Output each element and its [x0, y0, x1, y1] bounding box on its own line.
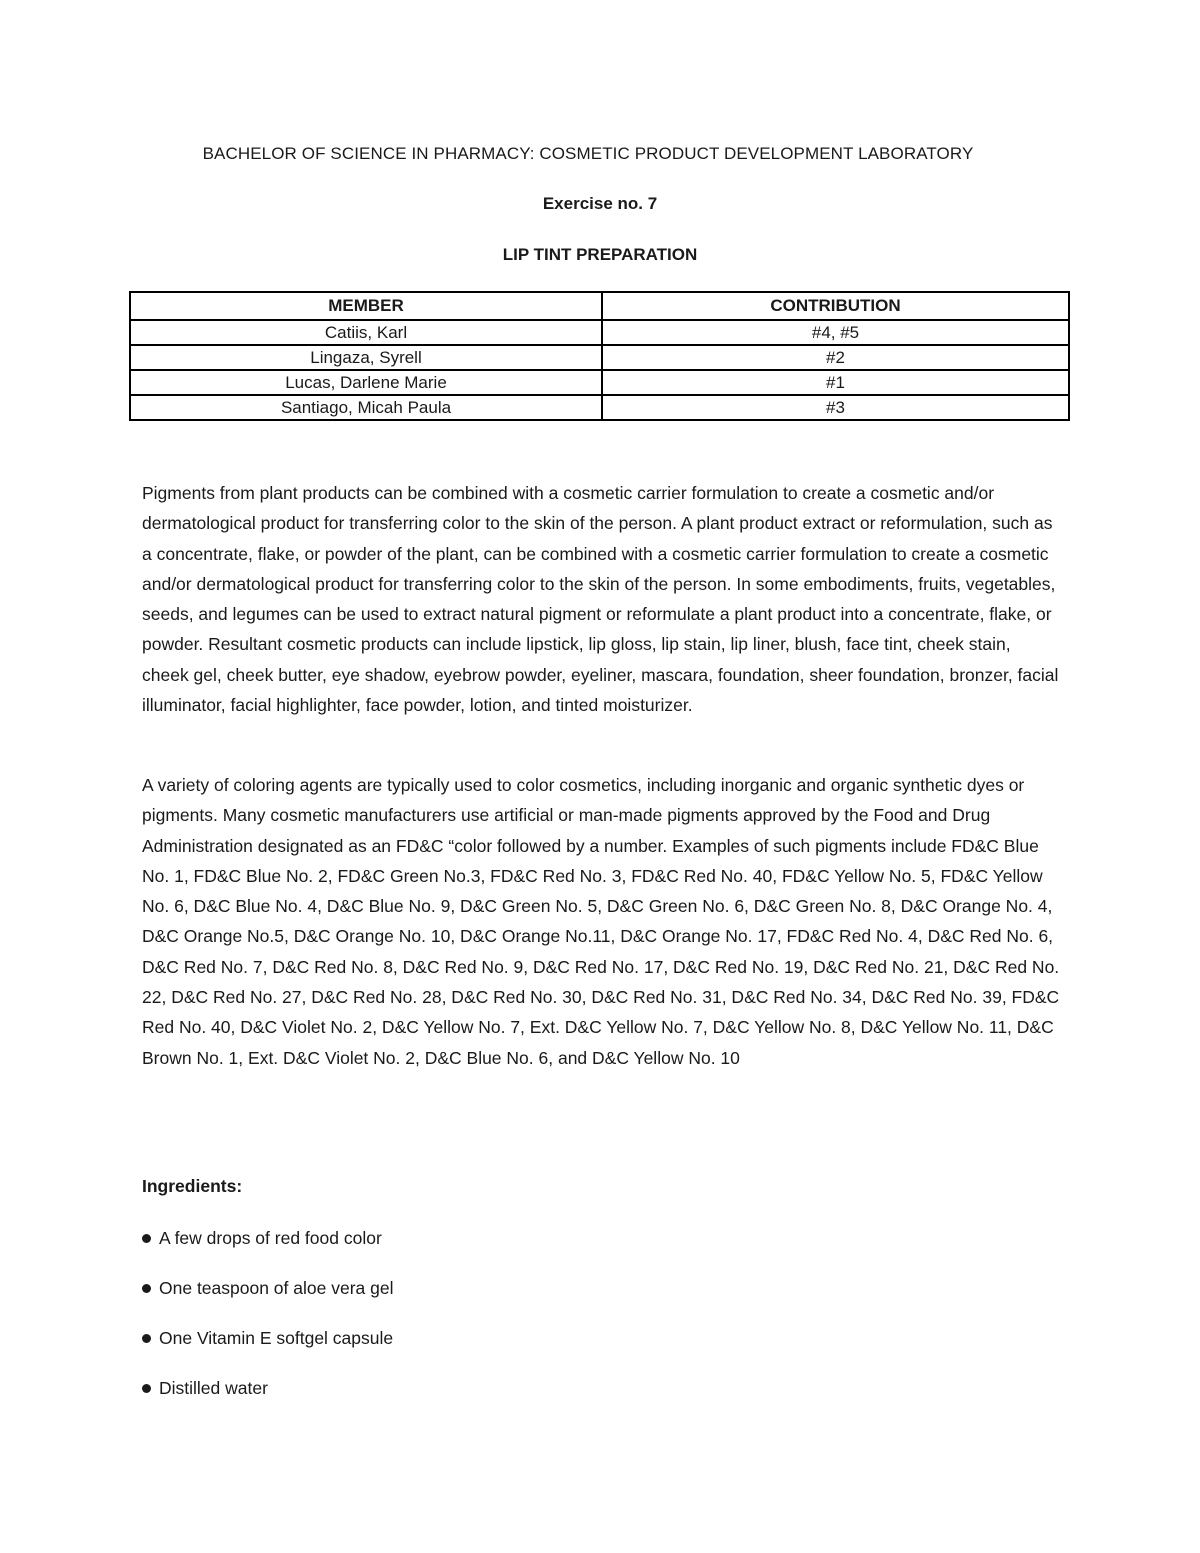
- column-header-contribution: CONTRIBUTION: [602, 292, 1069, 320]
- ingredients-heading: Ingredients:: [142, 1176, 243, 1196]
- ingredients-list: [142, 1225, 393, 1425]
- ingredient-text: A few drops of red food color: [159, 1228, 382, 1248]
- bullet-icon: [142, 1384, 151, 1393]
- table-row: [130, 370, 1069, 395]
- bullet-icon: [142, 1234, 151, 1243]
- table-row: [130, 320, 1069, 345]
- ingredient-text: One teaspoon of aloe vera gel: [159, 1278, 394, 1298]
- member-contribution: #2: [602, 345, 1069, 370]
- member-name: Santiago, Micah Paula: [130, 395, 602, 420]
- table-header-row: [130, 292, 1069, 320]
- member-contribution: #4, #5: [602, 320, 1069, 345]
- ingredient-text: One Vitamin E softgel capsule: [159, 1328, 394, 1348]
- list-item: [142, 1275, 393, 1325]
- body-paragraph-plant-pigments: Pigments from plant products can be combined with a cosmetic carrier formulation to create a cosmetic and/or dermatological product for transferring color to the skin of the person. A plant product extract or reformulation, such as a concentrate, flake, or powder of the plant, can be combined with a cosmetic carrier formulation to create a cosmetic and/or dermatological product for transferring color to the skin of the person. In some embodiments, fruits, vegetables, seeds, and legumes can be used to extract natural pigment or reformulate a plant product into a concentrate, flake, or powder. Resultant cosmetic products can include lipstick, lip gloss, lip stain, lip liner, blush, face tint, cheek stain, cheek gel, cheek butter, eye shadow, eyebrow powder, eyeliner, mascara, foundation, sheer foundation, bronzer, facial illuminator, facial highlighter, face powder, lotion, and tinted moisturizer.: [142, 483, 1059, 716]
- exercise-number: Exercise no. 7: [542, 194, 658, 213]
- body-paragraph-coloring-agents: A variety of coloring agents are typically used to color cosmetics, including inorganic and organic synthetic dyes or pigments. Many cosmetic manufacturers use artificial or man-made pigments approved by the Food and Drug Administration designated as an FD&C “color followed by a number. Examples of such pigments include FD&C Blue No. 1, FD&C Blue No. 2, FD&C Green No.3, FD&C Red No. 3, FD&C Red No. 40, FD&C Yellow No. 5, FD&C Yellow No. 6, D&C Blue No. 4, D&C Blue No. 9, D&C Green No. 5, D&C Green No. 6, D&C Green No. 8, D&C Orange No. 4, D&C Orange No.5, D&C Orange No. 10, D&C Orange No.11, D&C Orange No. 17, FD&C Red No. 4, D&C Red No. 6, D&C Red No. 7, D&C Red No. 8, D&C Red No. 9, D&C Red No. 17, D&C Red No. 19, D&C Red No. 21, D&C Red No. 22, D&C Red No. 27, D&C Red No. 28, D&C Red No. 30, D&C Red No. 31, D&C Red No. 34, D&C Red No. 39, FD&C Red No. 40, D&C Violet No. 2, D&C Yellow No. 7, Ext. D&C Yellow No. 7, D&C Yellow No. 8, D&C Yellow No. 11, D&C Brown No. 1, Ext. D&C Violet No. 2, D&C Blue No. 6, and D&C Yellow No. 10: [142, 775, 1060, 1068]
- member-name: Lingaza, Syrell: [130, 345, 602, 370]
- bullet-icon: [142, 1334, 151, 1343]
- document-title: LIP TINT PREPARATION: [502, 245, 698, 264]
- column-header-member: MEMBER: [130, 292, 602, 320]
- course-title: BACHELOR OF SCIENCE IN PHARMACY: COSMETIC PRODUCT DEVELOPMENT LABORATORY: [202, 144, 974, 163]
- member-contribution: #3: [602, 395, 1069, 420]
- member-name: Lucas, Darlene Marie: [130, 370, 602, 395]
- table-row: [130, 345, 1069, 370]
- members-table: [129, 291, 1070, 421]
- bullet-icon: [142, 1284, 151, 1293]
- ingredient-text: Distilled water: [159, 1378, 268, 1398]
- member-contribution: #1: [602, 370, 1069, 395]
- list-item: [142, 1325, 393, 1375]
- member-name: Catiis, Karl: [130, 320, 602, 345]
- list-item: [142, 1375, 393, 1425]
- list-item: [142, 1225, 393, 1275]
- table-row: [130, 395, 1069, 420]
